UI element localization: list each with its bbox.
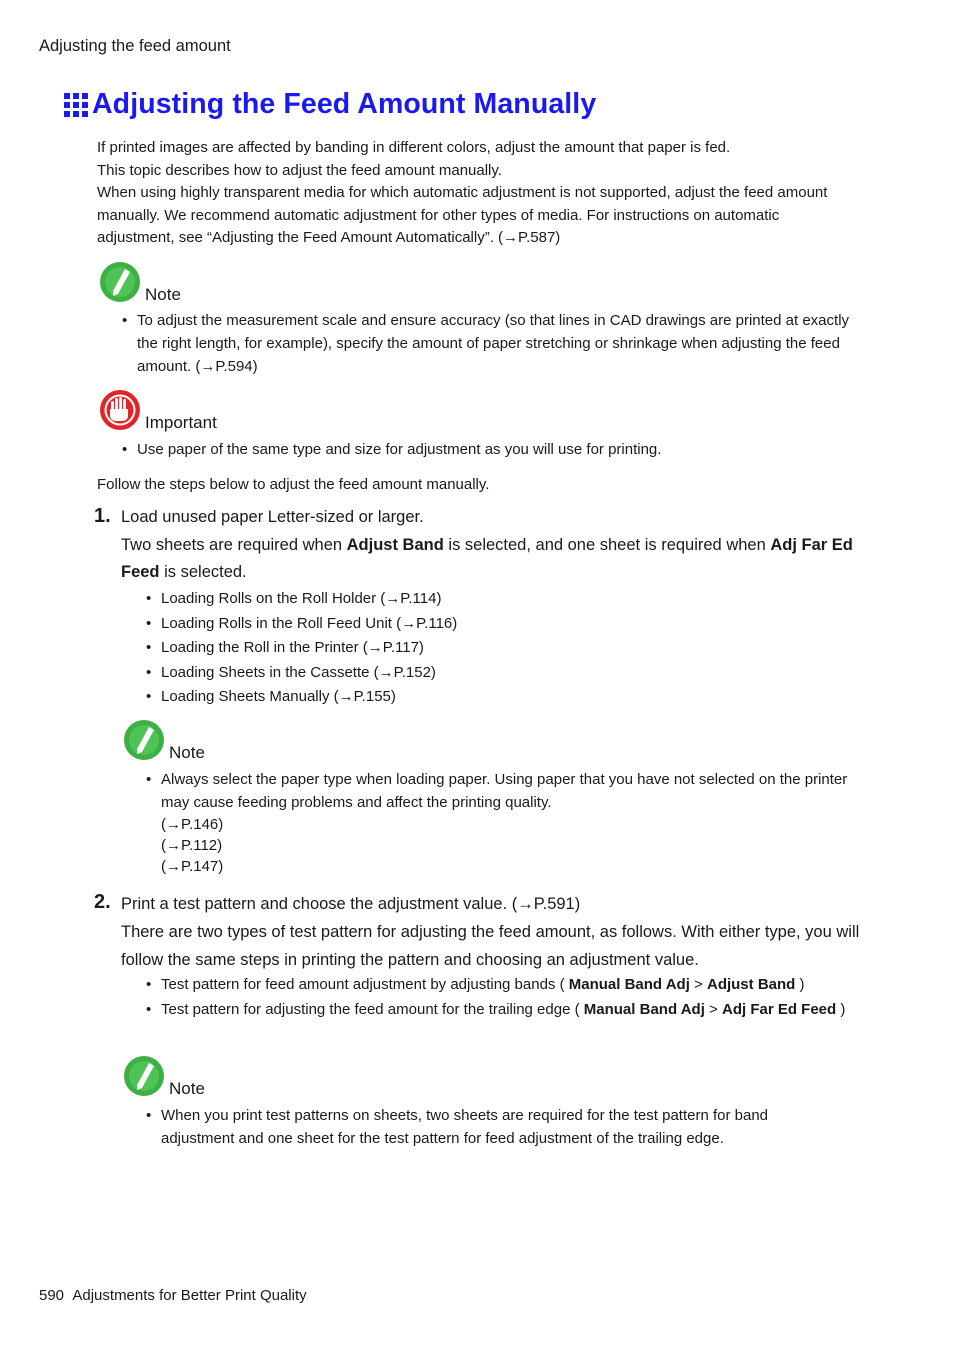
link-item[interactable]: • Loading the Roll in the Printer (→P.117) bbox=[145, 636, 845, 661]
list-item: • Test pattern for feed amount adjustment by adjusting bands ( Manual Band Adj > Adjust Band ) bbox=[145, 973, 860, 996]
running-header: Adjusting the feed amount bbox=[39, 37, 231, 55]
page-title: Adjusting the Feed Amount Manually bbox=[92, 88, 597, 120]
important-list bbox=[121, 438, 851, 461]
list-item: • Use paper of the same type and size for adjustment as you will use for printing. bbox=[121, 438, 851, 461]
ref-link[interactable]: (→P.147) bbox=[161, 858, 224, 875]
ref-link[interactable]: (→P.112) bbox=[161, 837, 223, 854]
page-number: 590 bbox=[39, 1287, 65, 1304]
footer-section: Adjustments for Better Print Quality bbox=[72, 1287, 307, 1304]
ref-link[interactable]: (→P.146) bbox=[161, 816, 224, 833]
step-number: 2. bbox=[94, 891, 111, 913]
link-item[interactable]: • Loading Rolls in the Roll Feed Unit (→P.116) bbox=[145, 612, 845, 637]
note-list bbox=[145, 1104, 845, 1150]
stop-hand-icon bbox=[99, 389, 141, 431]
note-heading bbox=[99, 261, 181, 303]
list-item: • Test pattern for adjusting the feed amount for the trailing edge ( Manual Band Adj > Adj Far Ed Feed ) bbox=[145, 998, 860, 1021]
follow-text: Follow the steps below to adjust the feed amount manually. bbox=[97, 476, 490, 493]
step-number: 1. bbox=[94, 505, 111, 527]
note-heading bbox=[123, 719, 205, 761]
note-label: Note bbox=[169, 1079, 205, 1098]
note-label: Note bbox=[169, 743, 205, 762]
note-heading bbox=[123, 1055, 205, 1097]
pattern-list bbox=[145, 973, 860, 1021]
title-block bbox=[64, 88, 596, 121]
list-item: • When you print test patterns on sheets, two sheets are required for the test pattern for band adjustment and one sheet for the test pattern for feed adjustment of the trailing edge. bbox=[145, 1104, 845, 1150]
step-body: There are two types of test pattern for adjusting the feed amount, as follows. With either type, you will follow the same steps in printing the pattern and choosing an adjustment value. bbox=[121, 923, 860, 969]
note-pencil-icon bbox=[123, 1055, 165, 1097]
link-item[interactable]: • Loading Sheets in the Cassette (→P.152) bbox=[145, 661, 845, 686]
step-title: Print a test pattern and choose the adjustment value. (→P.591) bbox=[121, 895, 581, 913]
note-list bbox=[145, 768, 860, 877]
link-item[interactable]: • Loading Sheets Manually (→P.155) bbox=[145, 685, 845, 710]
note-pencil-icon bbox=[123, 719, 165, 761]
link-item[interactable]: • Loading Rolls on the Roll Holder (→P.114) bbox=[145, 587, 845, 612]
note-pencil-icon bbox=[99, 261, 141, 303]
list-item: • To adjust the measurement scale and ensure accuracy (so that lines in CAD drawings are printed at exactly the right length, for example), specify the amount of paper stretching or shrinkage when adjusting the feed amount. (→P.594) bbox=[121, 309, 851, 378]
grid-icon bbox=[64, 93, 88, 117]
list-item: • Always select the paper type when loading paper. Using paper that you have not selected on the printer may cause feeding problems and affect the printing quality. (→P.146) (→P.112) (→P.147) bbox=[145, 768, 860, 877]
step-body: Two sheets are required when Adjust Band is selected, and one sheet is required when Adj Far Ed Feed is selected. bbox=[121, 536, 853, 581]
step-title: Load unused paper Letter-sized or larger. bbox=[121, 508, 424, 526]
note-list bbox=[121, 309, 851, 378]
intro-paragraph: If printed images are affected by banding in different colors, adjust the amount that paper is fed. This topic describes how to adjust the feed amount manually. When using highly transparent media for which automatic adjustment is not supported, adjust the feed amount manually. We recommend automatic adjustment for other types of media. For instructions on automatic adjustment, see “Adjusting the Feed Amount Automatically”. (→P.587) bbox=[97, 139, 828, 246]
important-label: Important bbox=[145, 413, 217, 432]
note-label: Note bbox=[145, 285, 181, 304]
page-footer bbox=[39, 1287, 307, 1304]
important-heading bbox=[99, 389, 217, 431]
link-list bbox=[145, 587, 845, 710]
